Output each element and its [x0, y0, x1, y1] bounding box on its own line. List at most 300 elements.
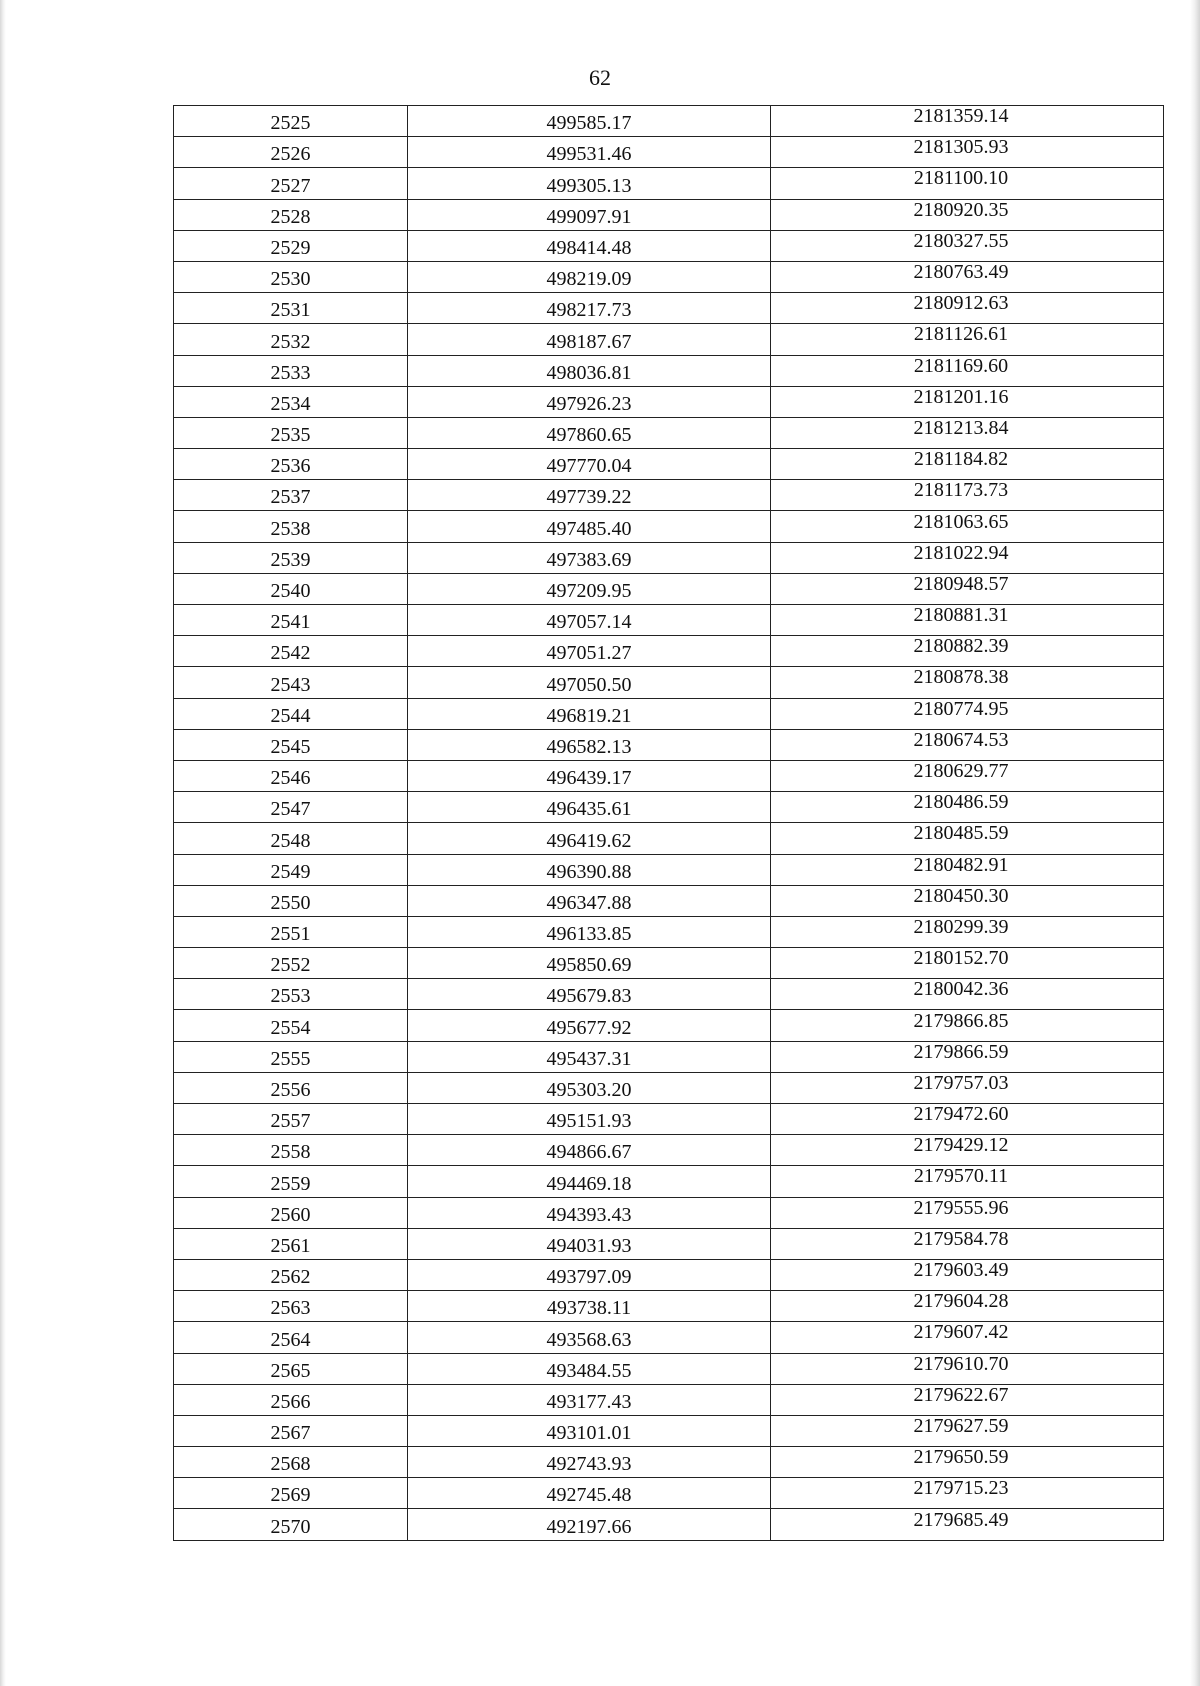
table-row: [174, 792, 1164, 823]
y-coordinate-cell: [771, 729, 1164, 760]
table-row: [174, 854, 1164, 885]
x-coordinate-cell: [408, 1135, 771, 1166]
y-coordinate-cell: [771, 324, 1164, 355]
y-coordinate-cell: [771, 511, 1164, 542]
y-coordinate-cell-text: 2181100.10: [913, 167, 1009, 190]
x-coordinate-cell-text: 496347.88: [546, 891, 632, 914]
point-number-cell-text: 2540: [270, 580, 311, 602]
x-coordinate-cell: [408, 168, 771, 199]
point-number-cell-text: 2562: [270, 1266, 311, 1289]
y-coordinate-cell: [771, 1228, 1164, 1259]
y-coordinate-cell-text: 2180482.91: [913, 854, 1009, 876]
y-coordinate-cell-text: 2180299.39: [913, 916, 1009, 938]
point-number-cell-text: 2543: [270, 673, 311, 696]
y-coordinate-cell-text: 2179866.85: [913, 1009, 1009, 1032]
point-number-cell-text: 2525: [270, 112, 311, 135]
scan-edge-left: [0, 0, 6, 1686]
point-number-cell-text: 2538: [270, 517, 311, 540]
point-number-cell-text: 2552: [270, 954, 311, 977]
x-coordinate-cell-text: 497051.27: [546, 642, 632, 665]
coordinates-table-body: [174, 106, 1164, 1541]
x-coordinate-cell-text: 495850.69: [546, 954, 632, 977]
point-number-cell-text: 2570: [270, 1515, 311, 1538]
y-coordinate-cell: [771, 1353, 1164, 1384]
x-coordinate-cell: [408, 1447, 771, 1478]
y-coordinate-cell: [771, 823, 1164, 854]
point-number-cell-text: 2533: [270, 361, 311, 384]
y-coordinate-cell-text: 2181173.73: [913, 479, 1009, 502]
x-coordinate-cell-text: 499097.91: [546, 205, 632, 228]
point-number-cell-text: 2558: [270, 1141, 311, 1164]
table-row: [174, 667, 1164, 698]
point-number-cell-text: 2529: [270, 236, 311, 259]
x-coordinate-cell-text: 496439.17: [546, 767, 632, 790]
table-row: [174, 168, 1164, 199]
y-coordinate-cell-text: 2179429.12: [913, 1134, 1009, 1157]
point-number-cell-text: 2528: [270, 205, 311, 228]
y-coordinate-cell: [771, 1478, 1164, 1509]
point-number-cell: [174, 1228, 408, 1259]
x-coordinate-cell: [408, 106, 771, 137]
x-coordinate-cell: [408, 1228, 771, 1259]
y-coordinate-cell-text: 2179555.96: [913, 1197, 1009, 1219]
x-coordinate-cell: [408, 199, 771, 230]
y-coordinate-cell-text: 2179472.60: [913, 1103, 1009, 1126]
point-number-cell: [174, 542, 408, 573]
table-row: [174, 636, 1164, 667]
y-coordinate-cell: [771, 261, 1164, 292]
table-row: [174, 1259, 1164, 1290]
table-row: [174, 823, 1164, 854]
x-coordinate-cell-text: 499585.17: [546, 112, 632, 135]
x-coordinate-cell-text: 495437.31: [546, 1047, 632, 1070]
y-coordinate-cell: [771, 636, 1164, 667]
y-coordinate-cell: [771, 1197, 1164, 1228]
point-number-cell-text: 2560: [270, 1203, 311, 1226]
y-coordinate-cell-text: 2179607.42: [913, 1321, 1009, 1344]
x-coordinate-cell: [408, 1010, 771, 1041]
x-coordinate-cell: [408, 293, 771, 324]
y-coordinate-cell: [771, 1010, 1164, 1041]
point-number-cell: [174, 199, 408, 230]
point-number-cell: [174, 667, 408, 698]
x-coordinate-cell: [408, 1104, 771, 1135]
x-coordinate-cell-text: 494469.18: [546, 1172, 632, 1195]
point-number-cell-text: 2565: [270, 1359, 311, 1382]
x-coordinate-cell: [408, 792, 771, 823]
y-coordinate-cell: [771, 230, 1164, 261]
table-row: [174, 729, 1164, 760]
y-coordinate-cell: [771, 355, 1164, 386]
y-coordinate-cell-text: 2179685.49: [913, 1508, 1009, 1531]
x-coordinate-cell: [408, 261, 771, 292]
table-row: [174, 261, 1164, 292]
x-coordinate-cell: [408, 854, 771, 885]
table-row: [174, 1228, 1164, 1259]
x-coordinate-cell: [408, 1415, 771, 1446]
y-coordinate-cell: [771, 1322, 1164, 1353]
y-coordinate-cell: [771, 449, 1164, 480]
table-row: [174, 293, 1164, 324]
point-number-cell: [174, 1197, 408, 1228]
x-coordinate-cell-text: 499531.46: [546, 143, 632, 166]
point-number-cell-text: 2564: [270, 1328, 311, 1351]
x-coordinate-cell: [408, 324, 771, 355]
y-coordinate-cell-text: 2180912.63: [913, 292, 1009, 315]
x-coordinate-cell: [408, 1478, 771, 1509]
y-coordinate-cell: [771, 417, 1164, 448]
x-coordinate-cell: [408, 449, 771, 480]
x-coordinate-cell-text: 497209.95: [546, 580, 632, 602]
point-number-cell-text: 2567: [270, 1422, 311, 1445]
point-number-cell-text: 2541: [270, 611, 311, 634]
x-coordinate-cell-text: 495679.83: [546, 985, 632, 1008]
point-number-cell: [174, 729, 408, 760]
table-row: [174, 1197, 1164, 1228]
point-number-cell-text: 2556: [270, 1079, 311, 1101]
point-number-cell-text: 2542: [270, 642, 311, 665]
coordinates-table: [173, 105, 1164, 1541]
y-coordinate-cell: [771, 168, 1164, 199]
table-row: [174, 1478, 1164, 1509]
table-row: [174, 698, 1164, 729]
table-row: [174, 1415, 1164, 1446]
table-row: [174, 1291, 1164, 1322]
point-number-cell-text: 2569: [270, 1484, 311, 1507]
x-coordinate-cell-text: 499305.13: [546, 174, 632, 197]
scan-edge-right: [1190, 0, 1200, 1686]
point-number-cell: [174, 1135, 408, 1166]
point-number-cell: [174, 573, 408, 604]
point-number-cell-text: 2553: [270, 985, 311, 1008]
x-coordinate-cell-text: 494866.67: [546, 1141, 632, 1164]
x-coordinate-cell: [408, 542, 771, 573]
x-coordinate-cell: [408, 667, 771, 698]
x-coordinate-cell-text: 492197.66: [546, 1515, 632, 1538]
point-number-cell: [174, 230, 408, 261]
y-coordinate-cell-text: 2179650.59: [913, 1446, 1009, 1469]
x-coordinate-cell: [408, 1072, 771, 1103]
point-number-cell-text: 2527: [270, 174, 311, 197]
x-coordinate-cell: [408, 948, 771, 979]
point-number-cell: [174, 1166, 408, 1197]
x-coordinate-cell-text: 496390.88: [546, 860, 632, 883]
x-coordinate-cell-text: 494031.93: [546, 1234, 632, 1257]
x-coordinate-cell: [408, 1041, 771, 1072]
y-coordinate-cell-text: 2179622.67: [913, 1384, 1009, 1406]
x-coordinate-cell: [408, 823, 771, 854]
y-coordinate-cell-text: 2179603.49: [913, 1259, 1009, 1282]
point-number-cell: [174, 449, 408, 480]
y-coordinate-cell: [771, 948, 1164, 979]
y-coordinate-cell: [771, 854, 1164, 885]
point-number-cell-text: 2539: [270, 548, 311, 571]
x-coordinate-cell-text: 497770.04: [546, 455, 632, 478]
point-number-cell: [174, 168, 408, 199]
y-coordinate-cell-text: 2180881.31: [913, 604, 1009, 627]
y-coordinate-cell: [771, 137, 1164, 168]
point-number-cell: [174, 1104, 408, 1135]
table-row: [174, 1010, 1164, 1041]
x-coordinate-cell-text: 496819.21: [546, 704, 632, 727]
table-row: [174, 106, 1164, 137]
table-row: [174, 1322, 1164, 1353]
point-number-cell-text: 2566: [270, 1390, 311, 1413]
y-coordinate-cell-text: 2179584.78: [913, 1228, 1009, 1250]
x-coordinate-cell: [408, 573, 771, 604]
x-coordinate-cell: [408, 1291, 771, 1322]
y-coordinate-cell: [771, 1291, 1164, 1322]
table-row: [174, 979, 1164, 1010]
point-number-cell-text: 2532: [270, 330, 311, 353]
point-number-cell-text: 2561: [270, 1234, 311, 1257]
point-number-cell-text: 2549: [270, 860, 311, 883]
y-coordinate-cell-text: 2180948.57: [913, 573, 1009, 595]
x-coordinate-cell: [408, 729, 771, 760]
point-number-cell-text: 2545: [270, 735, 311, 758]
y-coordinate-cell: [771, 667, 1164, 698]
y-coordinate-cell-text: 2179627.59: [913, 1415, 1009, 1437]
y-coordinate-cell: [771, 885, 1164, 916]
x-coordinate-cell-text: 497485.40: [546, 517, 632, 540]
point-number-cell: [174, 137, 408, 168]
x-coordinate-cell-text: 492745.48: [546, 1484, 632, 1507]
x-coordinate-cell-text: 493568.63: [546, 1328, 632, 1351]
table-row: [174, 542, 1164, 573]
x-coordinate-cell: [408, 979, 771, 1010]
x-coordinate-cell-text: 493177.43: [546, 1390, 632, 1413]
point-number-cell-text: 2547: [270, 798, 311, 821]
y-coordinate-cell: [771, 979, 1164, 1010]
point-number-cell: [174, 1415, 408, 1446]
y-coordinate-cell: [771, 1104, 1164, 1135]
table-row: [174, 760, 1164, 791]
table-row: [174, 948, 1164, 979]
point-number-cell: [174, 854, 408, 885]
y-coordinate-cell-text: 2180774.95: [913, 698, 1009, 720]
y-coordinate-cell-text: 2181063.65: [913, 510, 1009, 533]
x-coordinate-cell-text: 492743.93: [546, 1453, 632, 1476]
table-row: [174, 1072, 1164, 1103]
x-coordinate-cell: [408, 1166, 771, 1197]
point-number-cell-text: 2559: [270, 1172, 311, 1195]
point-number-cell-text: 2526: [270, 143, 311, 166]
y-coordinate-cell: [771, 293, 1164, 324]
x-coordinate-cell-text: 498187.67: [546, 330, 632, 353]
point-number-cell-text: 2530: [270, 268, 311, 291]
x-coordinate-cell-text: 497926.23: [546, 392, 632, 415]
x-coordinate-cell-text: 496435.61: [546, 798, 632, 821]
point-number-cell: [174, 1041, 408, 1072]
y-coordinate-cell-text: 2180485.59: [913, 822, 1009, 845]
point-number-cell-text: 2551: [270, 923, 311, 946]
x-coordinate-cell: [408, 417, 771, 448]
point-number-cell: [174, 1478, 408, 1509]
y-coordinate-cell: [771, 573, 1164, 604]
y-coordinate-cell-text: 2180042.36: [913, 978, 1009, 1001]
y-coordinate-cell-text: 2180450.30: [913, 885, 1009, 907]
x-coordinate-cell-text: 498219.09: [546, 268, 632, 291]
table-row: [174, 1353, 1164, 1384]
y-coordinate-cell: [771, 792, 1164, 823]
point-number-cell-text: 2563: [270, 1297, 311, 1320]
x-coordinate-cell: [408, 1259, 771, 1290]
point-number-cell: [174, 885, 408, 916]
y-coordinate-cell: [771, 698, 1164, 729]
y-coordinate-cell-text: 2179715.23: [913, 1477, 1009, 1500]
point-number-cell-text: 2550: [270, 891, 311, 914]
table-row: [174, 1166, 1164, 1197]
table-row: [174, 511, 1164, 542]
x-coordinate-cell: [408, 605, 771, 636]
point-number-cell: [174, 293, 408, 324]
point-number-cell: [174, 760, 408, 791]
y-coordinate-cell-text: 2181126.61: [913, 323, 1009, 346]
point-number-cell-text: 2531: [270, 299, 311, 322]
y-coordinate-cell-text: 2180152.70: [913, 947, 1009, 970]
point-number-cell-text: 2555: [270, 1047, 311, 1070]
point-number-cell: [174, 1259, 408, 1290]
point-number-cell: [174, 1072, 408, 1103]
y-coordinate-cell: [771, 386, 1164, 417]
x-coordinate-cell-text: 498217.73: [546, 299, 632, 322]
point-number-cell-text: 2534: [270, 392, 311, 415]
y-coordinate-cell-text: 2180629.77: [913, 760, 1009, 783]
x-coordinate-cell: [408, 636, 771, 667]
x-coordinate-cell-text: 496582.13: [546, 735, 632, 758]
point-number-cell-text: 2535: [270, 424, 311, 447]
x-coordinate-cell-text: 496419.62: [546, 829, 632, 852]
point-number-cell: [174, 1291, 408, 1322]
x-coordinate-cell: [408, 137, 771, 168]
x-coordinate-cell: [408, 1384, 771, 1415]
point-number-cell: [174, 1353, 408, 1384]
x-coordinate-cell: [408, 885, 771, 916]
table-row: [174, 1135, 1164, 1166]
x-coordinate-cell-text: 497383.69: [546, 548, 632, 571]
table-row: [174, 1104, 1164, 1135]
y-coordinate-cell: [771, 1384, 1164, 1415]
x-coordinate-cell: [408, 480, 771, 511]
y-coordinate-cell-text: 2180878.38: [913, 666, 1009, 689]
table-row: [174, 916, 1164, 947]
y-coordinate-cell-text: 2181213.84: [913, 417, 1009, 439]
table-row: [174, 480, 1164, 511]
point-number-cell: [174, 106, 408, 137]
point-number-cell: [174, 1509, 408, 1540]
table-row: [174, 199, 1164, 230]
table-row: [174, 386, 1164, 417]
y-coordinate-cell-text: 2180327.55: [913, 230, 1009, 252]
x-coordinate-cell: [408, 760, 771, 791]
y-coordinate-cell-text: 2179604.28: [913, 1290, 1009, 1313]
y-coordinate-cell-text: 2181359.14: [913, 105, 1009, 128]
x-coordinate-cell: [408, 355, 771, 386]
point-number-cell: [174, 417, 408, 448]
point-number-cell: [174, 1384, 408, 1415]
point-number-cell: [174, 386, 408, 417]
point-number-cell-text: 2548: [270, 829, 311, 852]
x-coordinate-cell-text: 497739.22: [546, 486, 632, 509]
y-coordinate-cell: [771, 916, 1164, 947]
y-coordinate-cell: [771, 542, 1164, 573]
table-row: [174, 230, 1164, 261]
x-coordinate-cell-text: 497050.50: [546, 673, 632, 696]
point-number-cell: [174, 261, 408, 292]
x-coordinate-cell-text: 493101.01: [546, 1422, 632, 1445]
x-coordinate-cell: [408, 698, 771, 729]
y-coordinate-cell-text: 2180920.35: [913, 199, 1009, 221]
point-number-cell: [174, 511, 408, 542]
point-number-cell: [174, 1322, 408, 1353]
y-coordinate-cell-text: 2179757.03: [913, 1072, 1009, 1094]
y-coordinate-cell: [771, 199, 1164, 230]
point-number-cell-text: 2537: [270, 486, 311, 509]
x-coordinate-cell: [408, 916, 771, 947]
table-row: [174, 1041, 1164, 1072]
table-row: [174, 324, 1164, 355]
page-number: 62: [589, 65, 611, 90]
y-coordinate-cell: [771, 1135, 1164, 1166]
table-row: [174, 605, 1164, 636]
x-coordinate-cell: [408, 1197, 771, 1228]
point-number-cell: [174, 636, 408, 667]
y-coordinate-cell-text: 2180763.49: [913, 261, 1009, 284]
point-number-cell: [174, 1447, 408, 1478]
y-coordinate-cell: [771, 760, 1164, 791]
table-row: [174, 449, 1164, 480]
point-number-cell: [174, 355, 408, 386]
x-coordinate-cell-text: 495303.20: [546, 1079, 632, 1101]
point-number-cell: [174, 979, 408, 1010]
point-number-cell: [174, 480, 408, 511]
x-coordinate-cell-text: 493738.11: [546, 1297, 632, 1320]
y-coordinate-cell: [771, 1415, 1164, 1446]
point-number-cell: [174, 1010, 408, 1041]
x-coordinate-cell: [408, 1322, 771, 1353]
y-coordinate-cell-text: 2179610.70: [913, 1353, 1009, 1375]
point-number-cell: [174, 324, 408, 355]
table-row: [174, 355, 1164, 386]
x-coordinate-cell-text: 493484.55: [546, 1359, 632, 1382]
point-number-cell-text: 2546: [270, 767, 311, 790]
x-coordinate-cell: [408, 511, 771, 542]
y-coordinate-cell: [771, 1259, 1164, 1290]
x-coordinate-cell-text: 497860.65: [546, 424, 632, 447]
table-row: [174, 137, 1164, 168]
x-coordinate-cell-text: 497057.14: [546, 611, 632, 634]
y-coordinate-cell-text: 2181184.82: [913, 448, 1009, 471]
point-number-cell-text: 2568: [270, 1453, 311, 1476]
x-coordinate-cell-text: 498414.48: [546, 236, 632, 259]
y-coordinate-cell-text: 2181022.94: [913, 542, 1009, 564]
x-coordinate-cell-text: 495677.92: [546, 1016, 632, 1039]
table-row: [174, 573, 1164, 604]
point-number-cell-text: 2536: [270, 455, 311, 478]
point-number-cell: [174, 948, 408, 979]
y-coordinate-cell-text: 2181169.60: [913, 355, 1009, 377]
x-coordinate-cell: [408, 1509, 771, 1540]
x-coordinate-cell-text: 495151.93: [546, 1110, 632, 1133]
y-coordinate-cell: [771, 480, 1164, 511]
x-coordinate-cell: [408, 1353, 771, 1384]
x-coordinate-cell-text: 494393.43: [546, 1203, 632, 1226]
table-row: [174, 1509, 1164, 1540]
y-coordinate-cell-text: 2180486.59: [913, 791, 1009, 814]
point-number-cell-text: 2554: [270, 1016, 311, 1039]
y-coordinate-cell: [771, 1509, 1164, 1540]
x-coordinate-cell-text: 496133.85: [546, 923, 632, 946]
